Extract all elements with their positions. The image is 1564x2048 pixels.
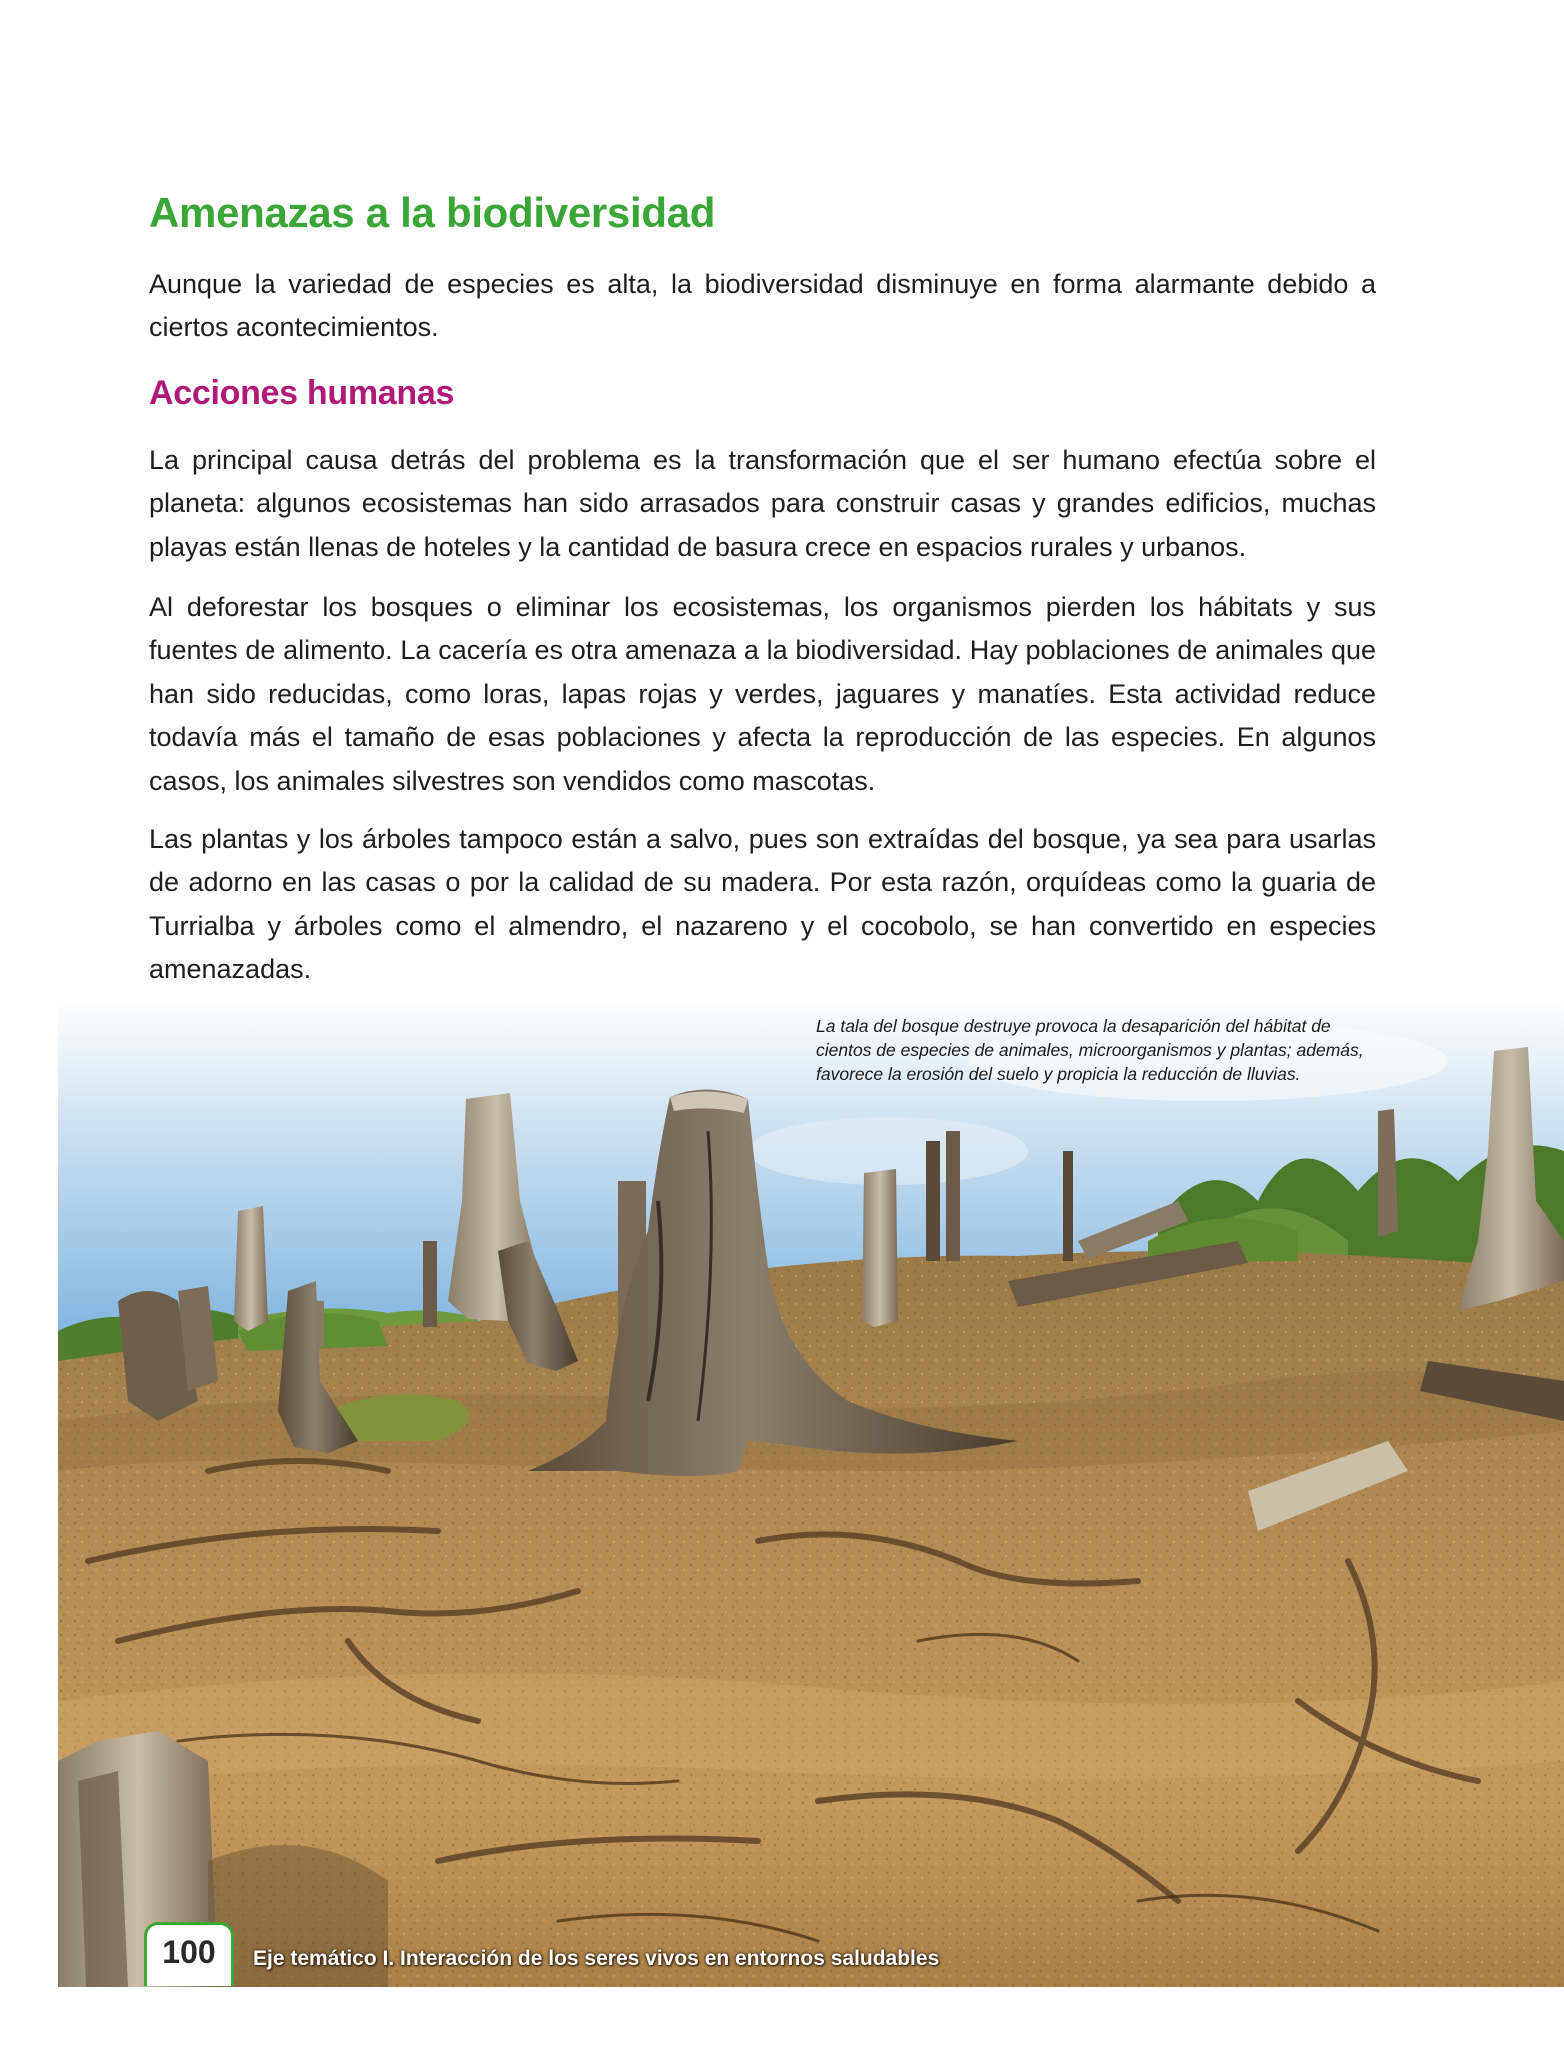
- subsection-title: Acciones humanas: [149, 374, 455, 412]
- running-title: Eje temático I. Interacción de los seres vivos en entornos saludables: [253, 1947, 940, 1970]
- body-paragraph-3: Las plantas y los árboles tampoco están a salvo, pues son extraídas del bosque, ya sea para usarlas de adorno en las casas o por la calidad de su madera. Por esta razón, orquídeas como la guaria de Turrialba y árboles como el almendro, el nazareno y el cocobolo, se han convertido en especies amenazadas.: [149, 824, 1376, 985]
- body-paragraph-2: Al deforestar los bosques o eliminar los ecosistemas, los organismos pierden los hábitats y sus fuentes de alimento. La cacería es otra amenaza a la biodiversidad. Hay poblaciones de animales que han sido reducidas, como loras, lapas rojas y verdes, jaguares y manatíes. Esta actividad reduce todavía más el tamaño de esas poblaciones y afecta la reproducción de las especies. En algunos casos, los animales silvestres son vendidos como mascotas.: [149, 592, 1376, 796]
- page-number: 100: [162, 1934, 216, 1970]
- deforestation-photo: [58, 1001, 1564, 1987]
- deforestation-photo-illustration: [58, 1001, 1564, 1987]
- intro-paragraph: Aunque la variedad de especies es alta, la biodiversidad disminuye en forma alarmante debido a ciertos acontecimientos.: [149, 269, 1376, 343]
- section-title: Amenazas a la biodiversidad: [149, 189, 716, 236]
- body-paragraph-1: La principal causa detrás del problema es la transformación que el ser humano efectúa sobre el planeta: algunos ecosistemas han sido arrasados para construir casas y grandes edificios, muchas playas están llenas de hoteles y la cantidad de basura crece en espacios rurales y urbanos.: [149, 445, 1376, 562]
- photo-caption: La tala del bosque destruye provoca la desaparición del hábitat de cientos de especies de animales, microorganismos y plantas; además, favorece la erosión del suelo y propicia la reducción de lluvias.: [816, 1016, 1364, 1084]
